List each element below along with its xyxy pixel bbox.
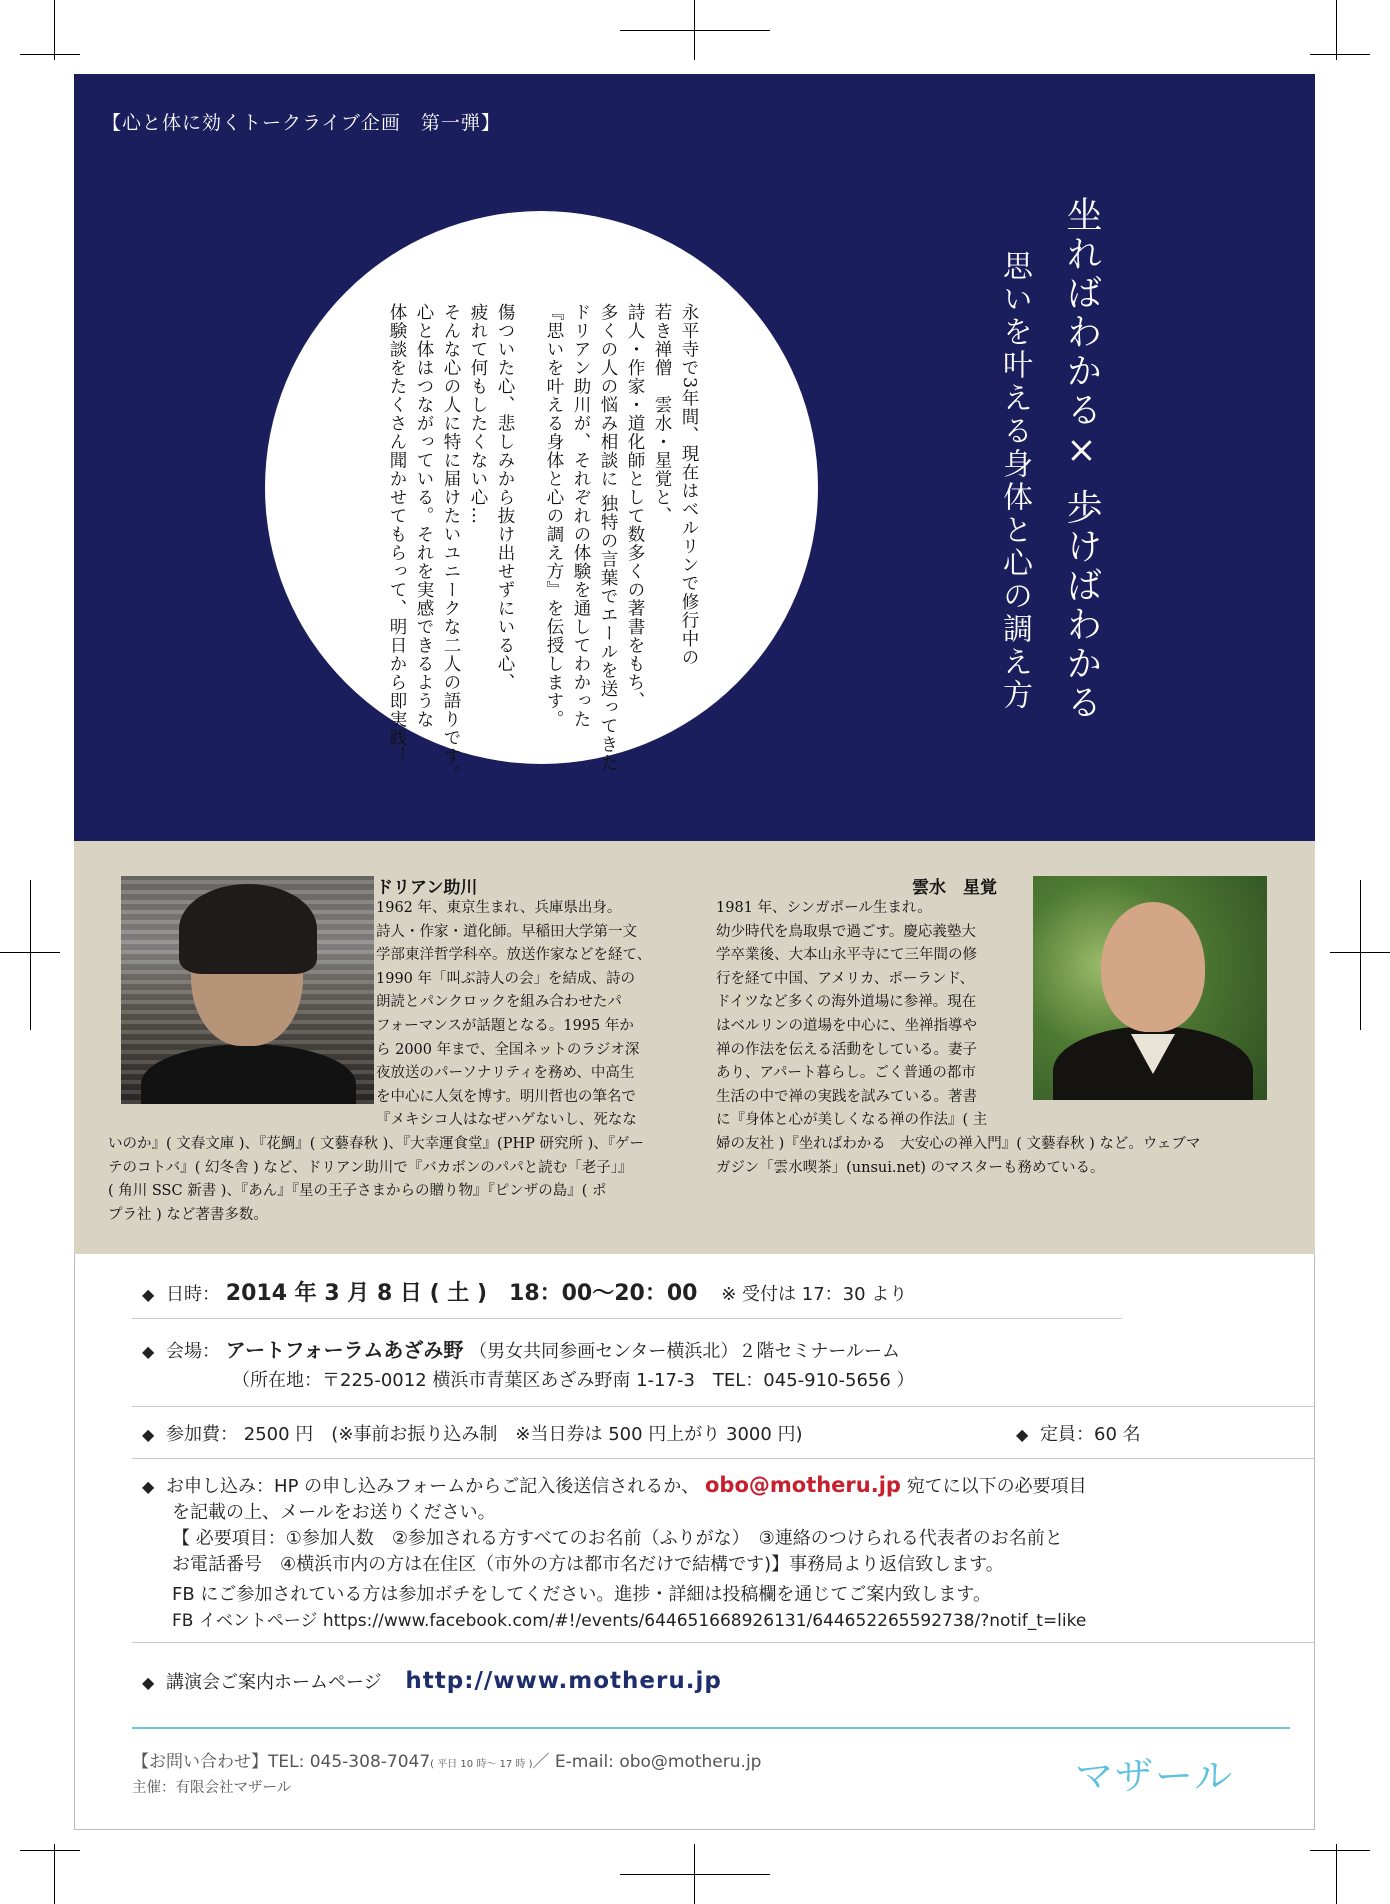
divider [132, 1406, 1314, 1407]
unsui-bio [716, 897, 1028, 1133]
fee-value: 2500 円 (※事前お振り込み制 ※当日券は 500 円上がり 3000 円) [243, 1424, 803, 1445]
apply-text-tail: 宛てに以下の必要項目 [906, 1476, 1087, 1497]
crop-mark [54, 0, 55, 60]
bio-line: ら 2000 年まで、全国ネットのラジオ深 [376, 1041, 640, 1058]
bio-line: はベルリンの道場を中心に、坐禅指導や [716, 1017, 977, 1034]
unsui-bio-continued [716, 1133, 1276, 1180]
unsui-name: 雲水 星覚 [912, 878, 997, 898]
crop-mark [1310, 54, 1370, 55]
intro-line: 傷ついた心、悲しみから抜け出せずにいる心、 [495, 303, 515, 692]
bio-line: 学部東洋哲学科卒。放送作家などを経て、 [376, 947, 652, 964]
diamond-icon: ◆ [1016, 1425, 1029, 1444]
bio-line: 婦の友社 )『坐ればわかる 大安心の禅入門』( 文藝春秋 ) など。ウェブマ [716, 1136, 1201, 1152]
crop-mark [694, 0, 695, 60]
crop-mark [30, 880, 31, 1030]
date-row [142, 1276, 907, 1307]
event-info-section [74, 1254, 1315, 1724]
host-line: 主催：有限会社マザール [132, 1780, 292, 1796]
motheru-logo: マザール [1075, 1754, 1235, 1798]
divider [132, 1318, 1122, 1319]
diamond-icon: ◆ [142, 1285, 155, 1304]
crop-mark [54, 1844, 55, 1904]
bio-line: 学卒業後、大本山永平寺にて三年間の修 [716, 947, 977, 964]
venue-address: （所在地：〒225-0012 横浜市青葉区あざみ野南 1-17-3 TEL：045-910-5656 ） [232, 1370, 915, 1391]
crop-mark [1336, 1844, 1337, 1904]
capacity-value: 定員：60 名 [1040, 1424, 1141, 1445]
bio-line: プラ社 ) など著書多数。 [108, 1206, 268, 1223]
intro-line: 『思いを叶える身体と心の調え方』を伝授します。 [544, 303, 564, 729]
bio-line: ドイツなど多くの海外道場に参禅。現在 [716, 994, 977, 1011]
crop-mark [20, 54, 80, 55]
diamond-icon: ◆ [142, 1425, 155, 1444]
dorian-bio-continued [108, 1133, 728, 1227]
homepage-link[interactable]: http://www.motheru.jp [405, 1668, 722, 1694]
bio-line: ガジン「雲水喫茶」(unsui.net) のマスターも務めている。 [716, 1159, 1105, 1176]
date-note: ※ 受付は 17：30 より [721, 1284, 908, 1305]
apply-email-link[interactable]: obo@motheru.jp [705, 1473, 901, 1497]
photo-face [1101, 902, 1205, 1032]
bio-line: 1981 年、シンガポール生まれ。 [716, 900, 932, 916]
dorian-name: ドリアン助川 [376, 878, 478, 898]
crop-mark [20, 1850, 80, 1851]
intro-line: ドリアン助川が、それぞれの体験を通してわかった [571, 303, 591, 729]
intro-line: 疲れて何もしたくない心… [468, 303, 488, 525]
date-label: 日時： [166, 1284, 221, 1305]
main-subtitle: 思いを叶える身体と心の調え方 [997, 250, 1032, 712]
footer-divider [132, 1727, 1290, 1729]
homepage-row [142, 1668, 722, 1694]
bio-line: 幼少時代を鳥取県で過ごす。慶応義塾大 [716, 923, 976, 940]
intro-text [383, 303, 702, 784]
bio-line: 夜放送のパーソナリティを務め、中高生 [376, 1065, 635, 1082]
dorian-photo [121, 876, 374, 1104]
fee-row [142, 1420, 803, 1446]
bio-line: 『メキシコ人はなぜハゲないし、死なな [376, 1112, 637, 1129]
footer [132, 1747, 761, 1797]
photo-hair [179, 884, 317, 974]
required-items: 【 必要項目：①参加人数 ②参加される方すべてのお名前（ふりがな） ③連絡のつけられる代表者のお名前と [172, 1528, 1063, 1549]
bio-line: 1962 年、東京生まれ、兵庫県出身。 [376, 900, 622, 916]
main-title: 坐ればわかる× 歩けばわかる [1061, 196, 1102, 723]
bio-line: いのか』( 文春文庫 )、『花鯛』( 文藝春秋 )、『大幸運食堂』(PHP 研究所 )、『ゲー [108, 1136, 645, 1152]
contact-hours: ( 平日 10 時〜 17 時 ) [430, 1759, 533, 1770]
profiles-section [74, 841, 1315, 1254]
bio-line: 1990 年「叫ぶ詩人の会」を結成、詩の [376, 970, 636, 987]
diamond-icon: ◆ [142, 1673, 155, 1692]
crop-mark [1360, 880, 1361, 1030]
contact-line [132, 1747, 761, 1772]
intro-line: 詩人・作家・道化師として数多くの著書をもち、 [625, 303, 645, 710]
crop-mark [620, 30, 770, 31]
bio-line: 朗読とパンクロックを組み合わせたパ [376, 994, 622, 1011]
contact-email[interactable]: ／ E-mail: obo@motheru.jp [532, 1752, 762, 1772]
intro-line: 体験談をたくさん聞かせてもらって、明日から即実践！ [387, 303, 407, 766]
bio-line: あり、アパート暮らし。ごく普通の都市 [716, 1065, 976, 1082]
fb-note: FB にご参加されている方は参加ボチをしてください。進捗・詳細は投稿欄を通じてご案内致します。 [172, 1584, 991, 1605]
capacity-row [1016, 1420, 1141, 1446]
crop-mark [1310, 1850, 1370, 1851]
venue-row [142, 1334, 900, 1363]
venue-detail: （男女共同参画センター横浜北）２階セミナールーム [469, 1341, 901, 1362]
crop-mark [694, 1844, 695, 1904]
intro-line: 多くの人の悩み相談に 独特の言葉でエールを送ってきた [598, 303, 618, 773]
intro-line: 心と体はつながっている。それを実感できるような [414, 303, 434, 729]
fee-label: 参加費： [166, 1424, 239, 1445]
apply-row [142, 1472, 1087, 1498]
contact-phone: 【お問い合わせ】TEL: 045-308-7047 [132, 1752, 431, 1772]
date-value: 2014 年 3 月 8 日 ( 土 ) 18：00〜20：00 [225, 1281, 698, 1306]
bio-line: テのコトバ』( 幻冬舎 ) など、ドリアン助川で『バカボンのパパと読む「老子」』 [108, 1159, 633, 1176]
intro-circle [265, 211, 818, 784]
diamond-icon: ◆ [142, 1477, 155, 1496]
bio-line: 詩人・作家・道化師。早稲田大学第一文 [376, 923, 637, 940]
divider [132, 1642, 1314, 1643]
bio-line: 生活の中で禅の実践を試みている。著書 [716, 1088, 977, 1105]
homepage-label: 講演会ご案内ホームページ [166, 1672, 382, 1693]
bio-line: を中心に人気を博す。明川哲也の筆名で [376, 1088, 636, 1105]
required-items: お電話番号 ④横浜市内の方は在住区（市外の方は都市名だけで結構です)】事務局より返信致します。 [172, 1554, 1004, 1575]
diamond-icon: ◆ [142, 1342, 155, 1361]
bio-line: フォーマンスが話題となる。1995 年か [376, 1017, 634, 1034]
hero-section [74, 74, 1315, 841]
crop-mark [1336, 0, 1337, 60]
bio-line: に『身体と心が美しくなる禅の作法』( 主 [716, 1112, 988, 1129]
intro-line: 若き禅僧 雲水・星覚と、 [652, 303, 672, 525]
fb-event-link[interactable]: FB イベントページ https://www.facebook.com/#!/events/644651668926131/644652265592738/?notif_t=like [172, 1611, 1087, 1631]
intro-line: そんな心の人に特に届けたいユニークな二人の語りです。 [441, 303, 461, 784]
dorian-bio [376, 897, 716, 1133]
apply-text: お申し込み：HP の申し込みフォームからご記入後送信されるか、 [166, 1476, 700, 1497]
divider [132, 1458, 1314, 1459]
unsui-photo [1033, 876, 1267, 1100]
venue-name: アートフォーラムあざみ野 [225, 1338, 464, 1362]
bio-line: 禅の作法を伝える活動をしている。妻子 [716, 1041, 977, 1058]
venue-label: 会場： [166, 1341, 221, 1362]
crop-mark [620, 1874, 770, 1875]
series-title: 【心と体に効くトークライブ企画 第一弾】 [102, 112, 501, 134]
bio-line: ( 角川 SSC 新書 )、『あん』『星の王子さまからの贈り物』『ピンザの島』( ポ [108, 1183, 607, 1200]
bio-line: 行を経て中国、アメリカ、ポーランド、 [716, 970, 975, 987]
intro-line: 永平寺で3年間、現在はベルリンで修行中の [679, 303, 699, 667]
apply-text: を記載の上、メールをお送りください。 [172, 1502, 496, 1523]
